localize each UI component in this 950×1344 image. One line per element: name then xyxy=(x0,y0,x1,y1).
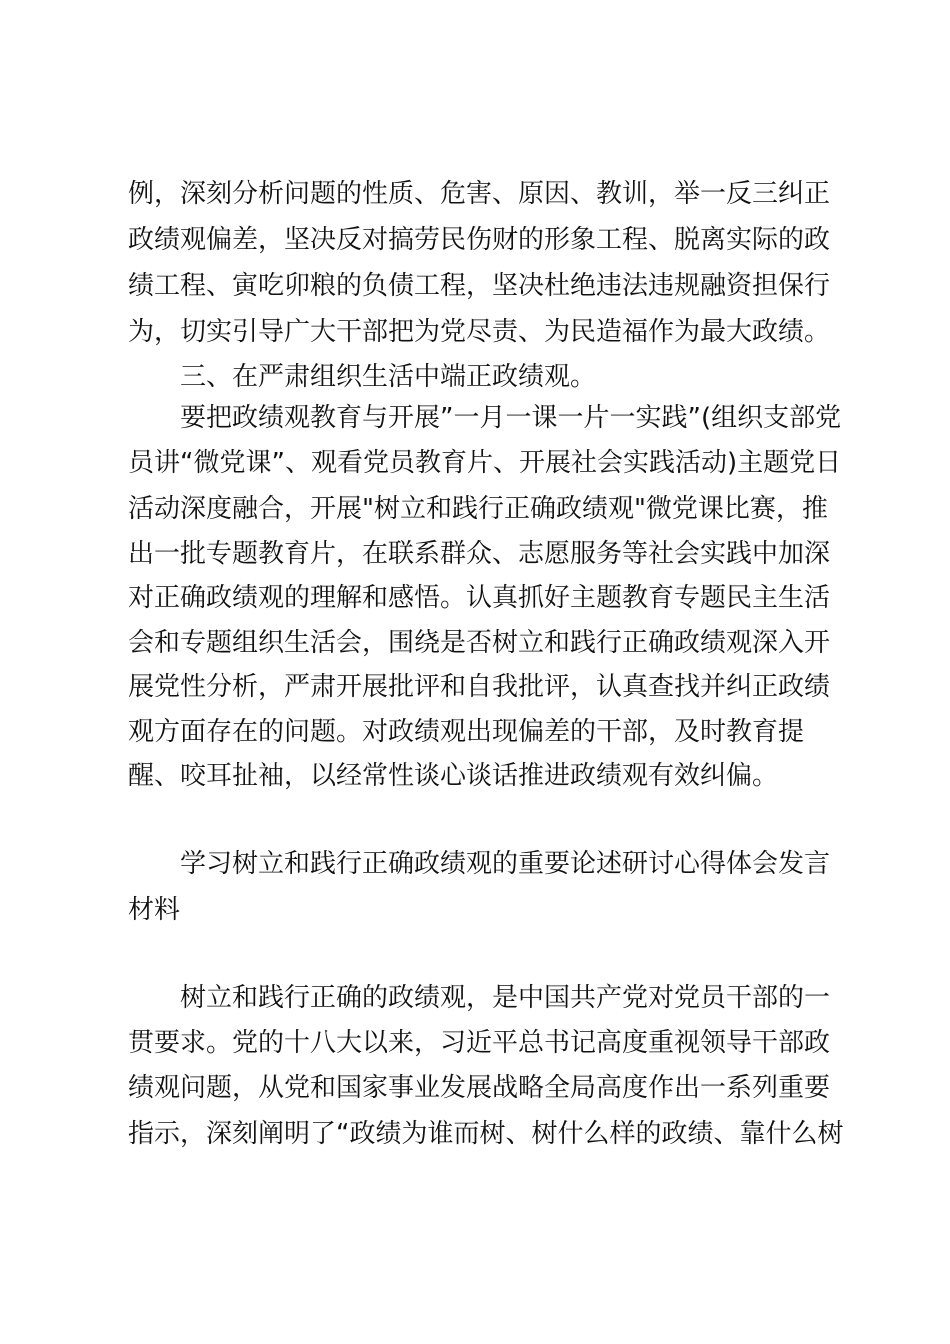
paragraph-line: 为，切实引导广大干部把为党尽责、为民造福作为最大政绩。 xyxy=(128,317,831,347)
paragraph-line: 例，深刻分析问题的性质、危害、原因、教训，举一反三纠正 xyxy=(128,179,831,209)
paragraph-line: 员讲“微党课”、观看党员教育片、开展社会实践活动)主题党日 xyxy=(128,448,842,478)
paragraph-line: 要把政绩观教育与开展”一月一课一片一实践”(组织支部党 xyxy=(180,403,842,433)
paragraph-line: 绩观问题，从党和国家事业发展战略全局高度作出一系列重要 xyxy=(128,1073,831,1103)
paragraph-line: 绩工程、寅吃卯粮的负债工程，坚决杜绝违法违规融资担保行 xyxy=(128,271,831,301)
paragraph-line: 醒、咬耳扯袖，以经常性谈心谈话推进政绩观有效纠偏。 xyxy=(128,761,779,791)
paragraph-line: 会和专题组织生活会，围绕是否树立和践行正确政绩观深入开 xyxy=(128,628,831,658)
paragraph-line: 对正确政绩观的理解和感悟。认真抓好主题教育专题民主生活 xyxy=(128,583,831,613)
paragraph-line: 指示，深刻阐明了“政绩为谁而树、树什么样的政绩、靠什么树 xyxy=(128,1119,844,1149)
article-title-continued: 材料 xyxy=(128,895,181,925)
paragraph-line: 贯要求。党的十八大以来，习近平总书记高度重视领导干部政 xyxy=(128,1028,831,1058)
paragraph-line: 活动深度融合，开展"树立和践行正确政绩观"微党课比赛，推 xyxy=(128,494,828,524)
paragraph-line: 展党性分析，严肃开展批评和自我批评，认真查找并纠正政绩 xyxy=(128,672,831,702)
paragraph-line: 树立和践行正确的政绩观，是中国共产党对党员干部的一 xyxy=(180,983,831,1013)
paragraph-line: 观方面存在的问题。对政绩观出现偏差的干部，及时教育提 xyxy=(128,717,805,747)
article-title: 学习树立和践行正确政绩观的重要论述研讨心得体会发言 xyxy=(180,849,831,879)
paragraph-line: 政绩观偏差，坚决反对搞劳民伤财的形象工程、脱离实际的政 xyxy=(128,225,831,255)
paragraph-line: 出一批专题教育片，在联系群众、志愿服务等社会实践中加深 xyxy=(128,539,831,569)
section-heading: 三、在严肃组织生活中端正政绩观。 xyxy=(180,362,597,392)
